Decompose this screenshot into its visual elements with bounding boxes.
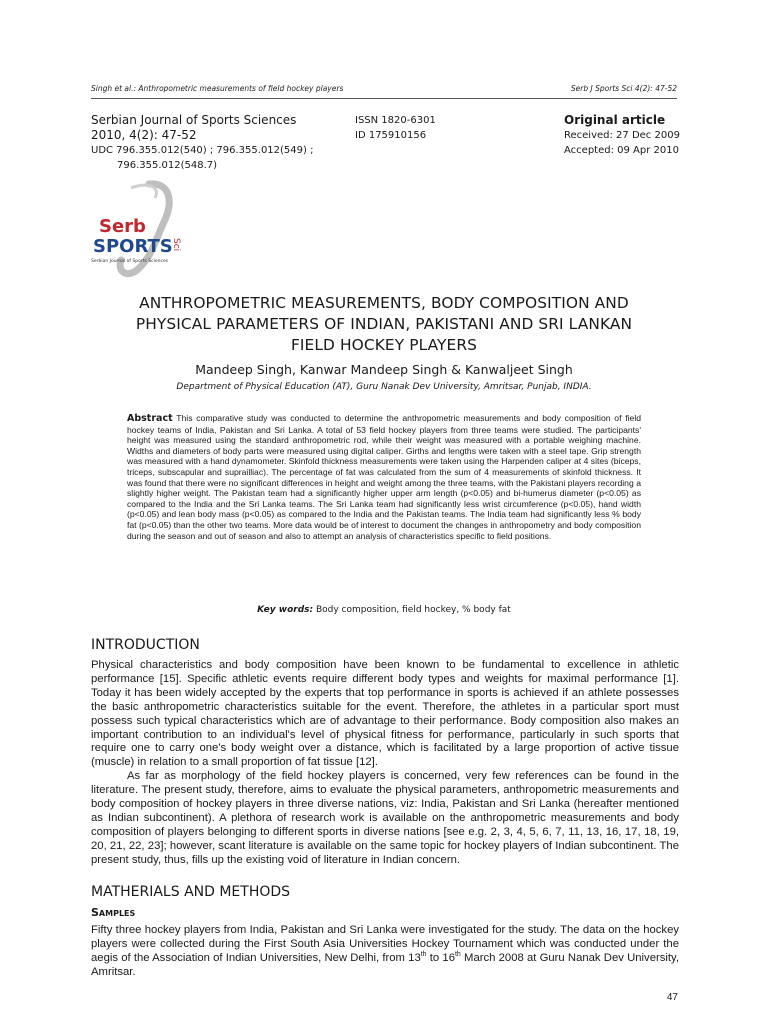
abstract	[127, 413, 641, 541]
logo-word-serb: Serb	[99, 216, 146, 237]
title-line-3: FIELD HOCKEY PLAYERS	[290, 336, 478, 354]
introduction-paragraph-2: As far as morphology of the field hockey players is concerned, very few references can be found in the literature. The present study, therefore, aims to evaluate the physical parameters, anthropometric measurements and body composition of hockey players in three diverse nations, viz: India, Pakistan and Sri Lanka (hereafter mentioned as Indian subcontinent). A plethora of research work is available on the anthropometric measurements and body composition of players belonging to different sports in diverse nations [see e.g. 2, 3, 4, 5, 6, 7, 11, 13, 16, 17, 18, 19, 20, 21, 22, 23]; however, scant literature is available on the same topic for hockey players of Indian subcontinent. The present study, thus, fills up the existing void of literature in Indian concern.	[91, 770, 679, 866]
journal-name: Serbian Journal of Sports Sciences	[91, 113, 297, 127]
running-header-left: Singh et al.: Anthropometric measurements of field hockey players	[91, 84, 344, 93]
samples-sup-1: th	[420, 951, 427, 959]
affiliation: Department of Physical Education (AT), Guru Nanak Dev University, Amritsar, Punjab, INDIA.	[176, 382, 592, 392]
methods-heading: MATHERIALS AND METHODS	[91, 884, 291, 900]
issn: ISSN 1820-6301	[355, 115, 436, 126]
samples-subheading: Samples	[91, 906, 136, 919]
logo-word-sports: SPORTS	[93, 236, 173, 257]
page-number: 47	[666, 992, 678, 1003]
logo-tagline: Serbian Journal of Sports Sciences	[91, 259, 169, 264]
keywords-label: Key words:	[257, 605, 314, 615]
running-header-right: Serb J Sports Sci 4(2): 47-52	[570, 84, 677, 93]
samples-text-a: Fifty three hockey players from India, Pakistan and Sri Lanka were investigated for the study. The data on the hockey players were collected during the First South Asia Universities Hockey Tournament which was conducted under the aegis of the Association of Indian Universities, New Delhi, from 13	[91, 924, 679, 964]
samples-text-c: March 2008 at Guru Nanak Dev University, Amritsar.	[91, 951, 679, 978]
accepted-date: Accepted: 09 Apr 2010	[564, 145, 679, 156]
journal-logo	[91, 180, 191, 280]
abstract-label: Abstract	[127, 413, 173, 424]
dates-block	[564, 113, 680, 158]
issn-block	[355, 113, 436, 143]
introduction-heading: INTRODUCTION	[91, 637, 200, 653]
samples-sup-2: th	[454, 951, 461, 959]
title-line-2: PHYSICAL PARAMETERS OF INDIAN, PAKISTANI AND SRI LANKAN	[135, 315, 633, 333]
journal-info	[91, 113, 313, 173]
article-type: Original article	[564, 113, 666, 127]
introduction-paragraph-1: Physical characteristics and body composition have been known to be fundamental to excellence in athletic performance [15]. Specific athletic events require different body types and weights for maximal performance [1]. Today it has been widely accepted by the experts that top performance in sports is achieved if an athlete possesses the basic anthropometric characteristics suitable for the event. Therefore, the athletes in a particular sport must possess such typical characteristics which are of advantage to their performance. Body composition also makes an important contribution to an individual's level of physical fitness for performance, particularly in such sports that require one to carry one's body weight over a distance, which is facilitated by a large proportion of active tissue (muscle) in relation to a small proportion of fat tissue [12].	[91, 659, 679, 769]
udc-line-2: 796.355.012(548.7)	[117, 160, 218, 171]
abstract-text: This comparative study was conducted to determine the anthropometric measurements and body composition of field hockey teams of India, Pakistan and Sri Lanka. A total of 53 field hockey players from three teams were studied. The participants' height was measured using the standard anthropometric rod, while their weight was measured with a portable weighing machine. Widths and diameters of body parts were measured using digital caliper. Girths and lengths were taken with a steel tape. Grip strength was measured with a hand dynamometer. Skinfold thickness measurements were taken using the Harpenden caliper at 4 sites (biceps, triceps, subscapular and suprailliac). The percentage of fat was calculated from the sum of 4 measurements of skinfold thickness. It was found that there were no significant differences in height and weight among the three teams, with the Pakistani players recording a slightly higher weight. The Pakistan team had a significantly higher upper arm length (p<0.05) and bi-humerus diameter (p<0.05) as compared to the India and the Sri Lanka teams. The Sri Lanka team had significantly less wrist circumference (p<0.05), hand width (p<0.05) and lean body mass (p<0.05) as compared to the India and the Pakistan teams. The India team had significantly less % body fat (p<0.05) than the other two teams. More data would be of interest to document the changes in anthropometry and body composition during the season and out of season and also to attempt an analysis of characteristics specific to field positions.	[127, 413, 642, 541]
keywords	[0, 605, 768, 615]
received-date: Received: 27 Dec 2009	[564, 130, 680, 141]
authors: Mandeep Singh, Kanwar Mandeep Singh & Kanwaljeet Singh	[195, 362, 573, 377]
methods-body	[91, 924, 679, 980]
logo-word-sci: Sci	[171, 238, 181, 252]
keywords-text: Body composition, field hockey, % body fat	[315, 605, 511, 615]
samples-paragraph	[91, 924, 679, 980]
journal-volume: 2010, 4(2): 47-52	[91, 128, 197, 142]
udc-line-1: UDC 796.355.012(540) ; 796.355.012(549) ;	[91, 145, 314, 156]
header-rule	[91, 98, 677, 99]
doc-id: ID 175910156	[355, 130, 427, 141]
samples-text-b: to 16	[426, 951, 455, 964]
title-line-1: ANTHROPOMETRIC MEASUREMENTS, BODY COMPOSITION AND	[139, 294, 629, 312]
article-title	[60, 293, 708, 356]
introduction-body	[91, 659, 679, 868]
